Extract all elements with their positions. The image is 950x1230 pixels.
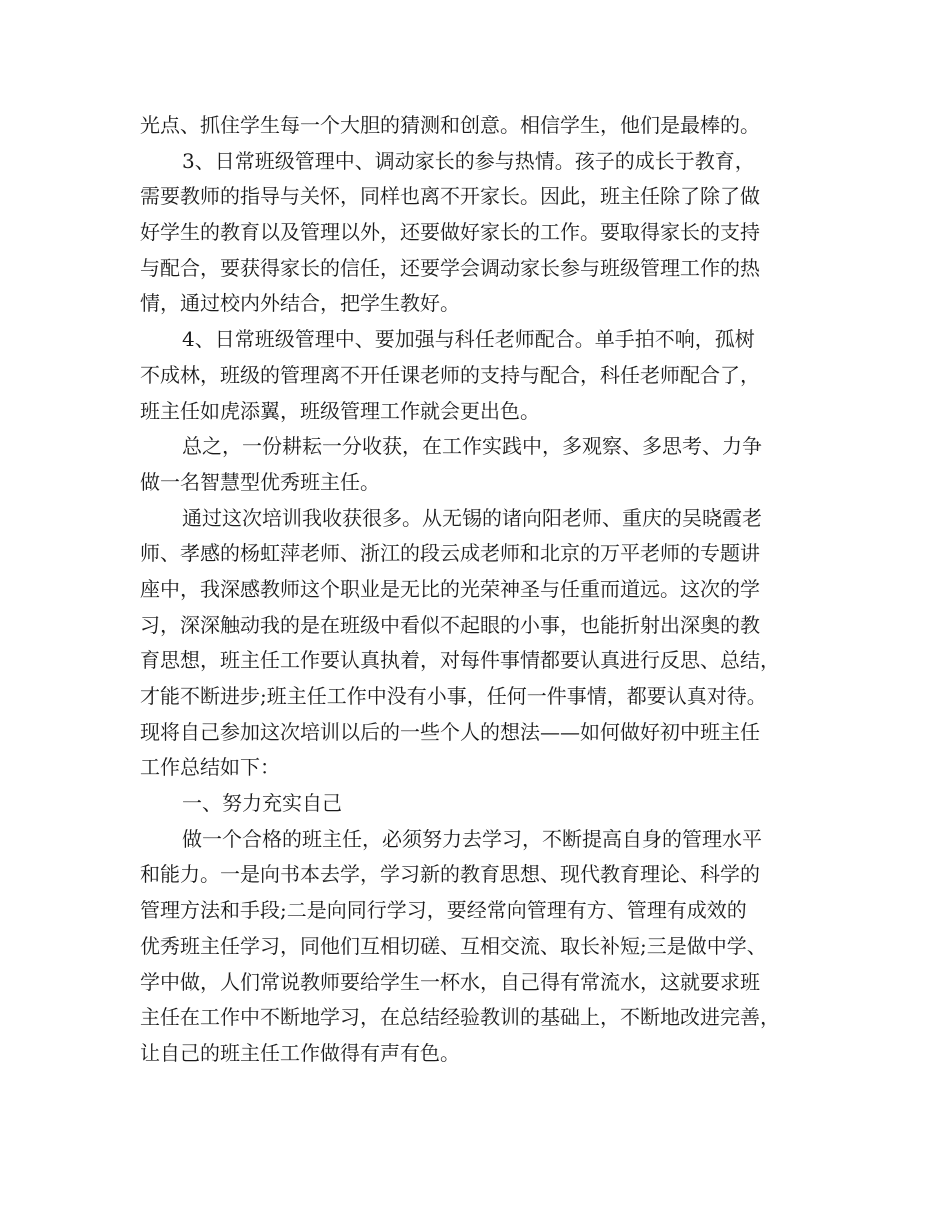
text-line: 座中，我深感教师这个职业是无比的光荣神圣与任重而道远。这次的学 [140, 576, 760, 601]
text-line: 情，通过校内外结合，把学生教好。 [140, 291, 460, 316]
text-line: 师、孝感的杨虹萍老师、浙江的段云成老师和北京的万平老师的专题讲 [140, 541, 760, 566]
paragraph-training-reflection [140, 501, 820, 787]
paragraph-continuation [140, 108, 820, 144]
text-line: 习，深深触动我的是在班级中看似不起眼的小事，也能折射出深奥的教 [140, 612, 760, 637]
section-heading [140, 786, 820, 822]
text-line: 通过这次培训我收获很多。从无锡的诸向阳老师、重庆的吴晓霞老 [182, 505, 762, 530]
text-line: 管理方法和手段;二是向同行学习，要经常向管理有方、管理有成效的 [140, 898, 747, 923]
text-line: 做一名智慧型优秀班主任。 [140, 469, 380, 494]
text-line: 班主任如虎添翼，班级管理工作就会更出色。 [140, 398, 540, 423]
text-line: 学中做，人们常说教师要给学生一杯水，自己得有常流水，这就要求班 [140, 969, 760, 994]
text-line: 优秀班主任学习，同他们互相切磋、互相交流、取长补短;三是做中学、 [140, 933, 767, 958]
text-line: 才能不断进步;班主任工作中没有小事，任何一件事情，都要认真对待。 [140, 684, 767, 708]
text-line: 工作总结如下： [140, 755, 280, 780]
text-line: 现将自己参加这次培训以后的一些个人的想法——如何做好初中班主任 [140, 719, 760, 744]
text-line: 让自己的班主任工作做得有声有色。 [140, 1040, 460, 1065]
paragraph-self-improvement [140, 822, 820, 1072]
text-line: 与配合，要获得家长的信任，还要学会调动家长参与班级管理工作的热 [140, 255, 760, 280]
paragraph-summary [140, 429, 820, 500]
text-line: 做一个合格的班主任，必须努力去学习，不断提高自身的管理水平 [182, 826, 762, 851]
document-body [140, 108, 820, 1072]
text-line: 主任在工作中不断地学习，在总结经验教训的基础上，不断地改进完善， [140, 1005, 780, 1030]
text-line: 光点、抓住学生每一个大胆的猜测和创意。相信学生，他们是最棒的。 [140, 113, 760, 137]
paragraph-parent-engagement [140, 144, 820, 322]
text-line: 育思想，班主任工作要认真执着，对每件事情都要认真进行反思、总结， [140, 648, 780, 673]
text-line: 和能力。一是向书本去学，学习新的教育思想、现代教育理论、科学的 [140, 862, 760, 887]
heading-line: 一、努力充实自己 [182, 791, 342, 816]
paragraph-subject-teachers [140, 322, 820, 429]
text-line: 不成林，班级的管理离不开任课老师的支持与配合，科任老师配合了， [140, 362, 760, 387]
text-line: 4、日常班级管理中、要加强与科任老师配合。单手拍不响，孤树 [182, 327, 755, 352]
text-line: 好学生的教育以及管理以外，还要做好家长的工作。要取得家长的支持 [140, 220, 760, 245]
text-line: 3、日常班级管理中、调动家长的参与热情。孩子的成长于教育， [182, 148, 755, 173]
text-line: 总之，一份耕耘一分收获，在工作实践中，多观察、多思考、力争 [182, 434, 762, 459]
text-line: 需要教师的指导与关怀，同样也离不开家长。因此，班主任除了除了做 [140, 184, 760, 209]
